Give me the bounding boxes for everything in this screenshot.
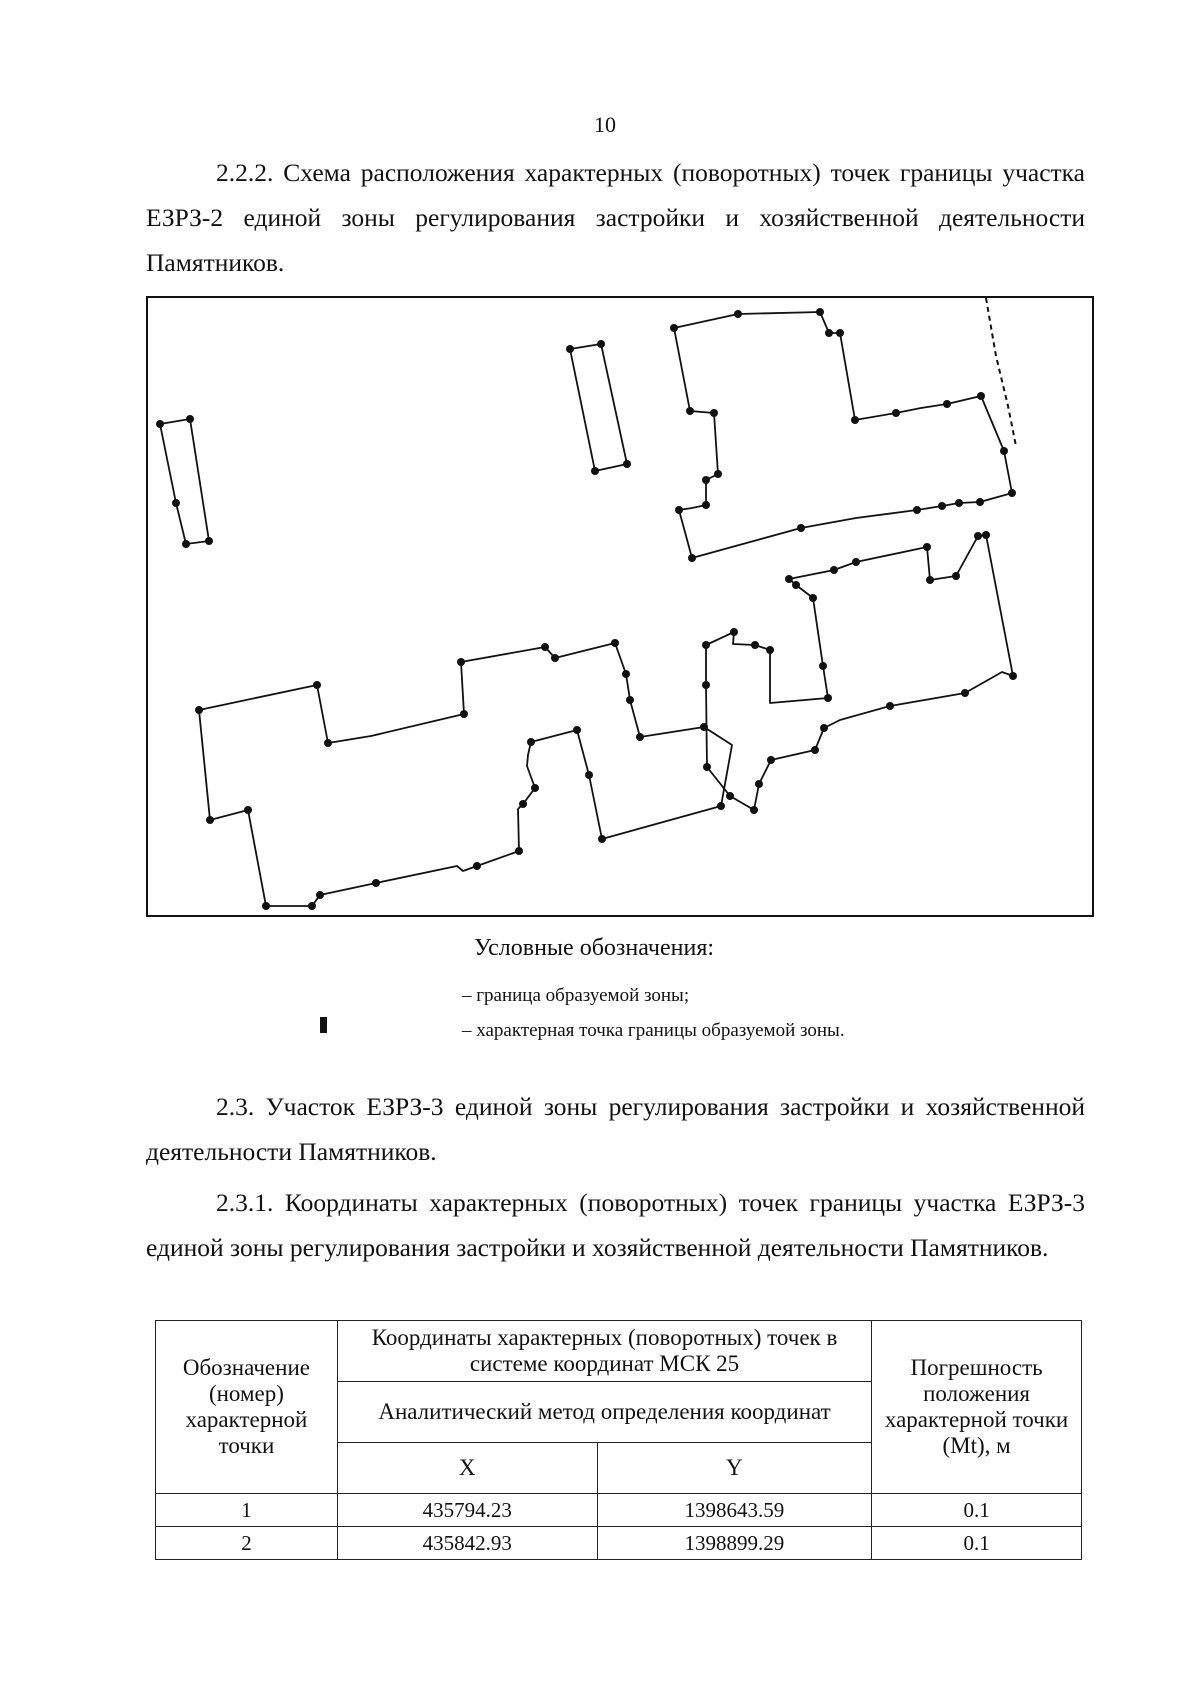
cell-point: 1 [156, 1494, 338, 1527]
boundary-point [372, 879, 380, 887]
boundary-point [313, 681, 321, 689]
boundary-point [851, 416, 859, 424]
boundary-point [977, 392, 985, 400]
boundary-point [766, 646, 774, 654]
boundary-point [785, 575, 793, 583]
boundary-point [636, 733, 644, 741]
boundary-point [852, 558, 860, 566]
boundary-point [730, 628, 738, 636]
boundary-point [1000, 447, 1008, 455]
boundary-point [324, 739, 332, 747]
boundary-point [623, 460, 631, 468]
boundary-point [816, 308, 824, 316]
boundary-point [751, 641, 759, 649]
boundary-point [316, 891, 324, 899]
boundary-point [597, 340, 605, 348]
boundary-point [819, 662, 827, 670]
boundary-point [820, 724, 828, 732]
boundary-point [702, 681, 710, 689]
boundary-point [626, 696, 634, 704]
cell-mt: 0.1 [872, 1494, 1082, 1527]
header-method: Аналитический метод определения координат [337, 1382, 871, 1443]
boundary-point [670, 324, 678, 332]
boundary-point [811, 746, 819, 754]
boundary-point [622, 670, 630, 678]
boundary-point [734, 310, 742, 318]
boundary-point [573, 726, 581, 734]
boundary-point [686, 407, 694, 415]
section-2-3-text: 2.3. Участок ЕЗРЗ-3 единой зоны регулирования застройки и хозяйственной деятельности Памятников. [146, 1092, 1085, 1166]
boundary-point [688, 554, 696, 562]
boundary-point [551, 654, 559, 662]
boundary-point [830, 566, 838, 574]
boundary-point [938, 502, 946, 510]
boundary-point [750, 806, 758, 814]
cell-y: 1398643.59 [597, 1494, 872, 1527]
header-y: Y [597, 1443, 872, 1494]
boundary-point [825, 329, 833, 337]
boundary-point [886, 702, 894, 710]
boundary-point [955, 499, 963, 507]
boundary-point [473, 862, 481, 870]
boundary-point [205, 537, 213, 545]
boundary-point [755, 780, 763, 788]
boundary-point [566, 345, 574, 353]
boundary-polygon-4 [199, 643, 732, 906]
boundary-polygon-5 [706, 535, 1013, 810]
boundary-point [952, 572, 960, 580]
legend-boundary-line: – граница образуемой зоны; [462, 985, 690, 1006]
header-point-number: Обозначение (номер) характерной точки [156, 1321, 338, 1494]
table-row [156, 1494, 1082, 1527]
boundary-point [591, 467, 599, 475]
boundary-point [797, 524, 805, 532]
cell-x: 435842.93 [337, 1527, 597, 1560]
boundary-point [982, 531, 990, 539]
boundary-point [836, 329, 844, 337]
boundary-point [700, 723, 708, 731]
boundary-point [717, 802, 725, 810]
boundary-point [892, 409, 900, 417]
boundary-point [308, 902, 316, 910]
boundary-point [244, 806, 252, 814]
cell-mt: 0.1 [872, 1527, 1082, 1560]
boundary-point [792, 581, 800, 589]
table-row [156, 1527, 1082, 1560]
boundary-point [531, 784, 539, 792]
boundary-point [515, 847, 523, 855]
boundary-point [598, 835, 606, 843]
boundary-point [976, 498, 984, 506]
boundary-point [923, 543, 931, 551]
boundary-point [1008, 489, 1016, 497]
boundary-point [172, 499, 180, 507]
header-error: Погрешность положения характерной точки (Mt), м [872, 1321, 1082, 1494]
boundary-polygon-2 [570, 344, 627, 471]
boundary-points [156, 308, 1017, 910]
boundary-point [943, 400, 951, 408]
section-2-2-2-text: 2.2.2. Схема расположения характерных (поворотных) точек границы участка ЕЗРЗ-2 единой зоны регулирования застройки и хозяйственной деятельности Памятников. [146, 158, 1085, 277]
zone-boundary-scheme [146, 296, 1094, 917]
boundary-point [702, 641, 710, 649]
section-2-3-heading [146, 1084, 1085, 1174]
boundary-point [585, 771, 593, 779]
legend-boundary-point: – характерная точка границы образуемой зоны. [462, 1020, 845, 1041]
boundary-point [675, 506, 683, 514]
boundary-point [714, 470, 722, 478]
boundary-point [262, 902, 270, 910]
boundary-point [206, 816, 214, 824]
boundary-point [519, 800, 527, 808]
boundary-point [186, 415, 194, 423]
boundary-polygon-3 [674, 312, 1012, 558]
section-2-3-1-text: 2.3.1. Координаты характерных (поворотных) точек границы участка ЕЗРЗ-3 единой зоны регулирования застройки и хозяйственной деятельности Памятников. [146, 1188, 1085, 1262]
boundary-point [710, 409, 718, 417]
boundary-point [195, 706, 203, 714]
scheme-drawing [146, 296, 1094, 917]
boundary-point [1009, 672, 1017, 680]
boundary-point [926, 576, 934, 584]
boundary-point [182, 540, 190, 548]
page-number: 10 [594, 112, 616, 137]
boundary-point [156, 420, 164, 428]
boundary-point [974, 532, 982, 540]
boundary-point [824, 694, 832, 702]
boundary-point [611, 639, 619, 647]
road-dashed-line [986, 298, 1016, 446]
section-2-3-1-heading [146, 1180, 1085, 1270]
boundary-point [913, 506, 921, 514]
header-x: X [337, 1443, 597, 1494]
boundary-point [961, 689, 969, 697]
cell-y: 1398899.29 [597, 1527, 872, 1560]
boundary-point [527, 738, 535, 746]
header-coordinates-group: Координаты характерных (поворотных) точек в системе координат МСК 25 [337, 1321, 871, 1382]
boundary-point [460, 710, 468, 718]
boundary-point [457, 658, 465, 666]
legend-point-marker [320, 1017, 327, 1033]
cell-x: 435794.23 [337, 1494, 597, 1527]
boundary-polygon-1 [160, 419, 209, 544]
boundary-point [541, 643, 549, 651]
legend-title: Условные обозначения: [474, 935, 715, 961]
boundary-point [702, 501, 710, 509]
section-2-2-2-heading [146, 150, 1085, 285]
boundary-point [726, 792, 734, 800]
coordinates-table [155, 1320, 1082, 1560]
boundary-point [809, 594, 817, 602]
cell-point: 2 [156, 1527, 338, 1560]
boundary-point [702, 476, 710, 484]
boundary-point [767, 756, 775, 764]
scheme-frame [147, 297, 1093, 916]
boundary-point [703, 763, 711, 771]
